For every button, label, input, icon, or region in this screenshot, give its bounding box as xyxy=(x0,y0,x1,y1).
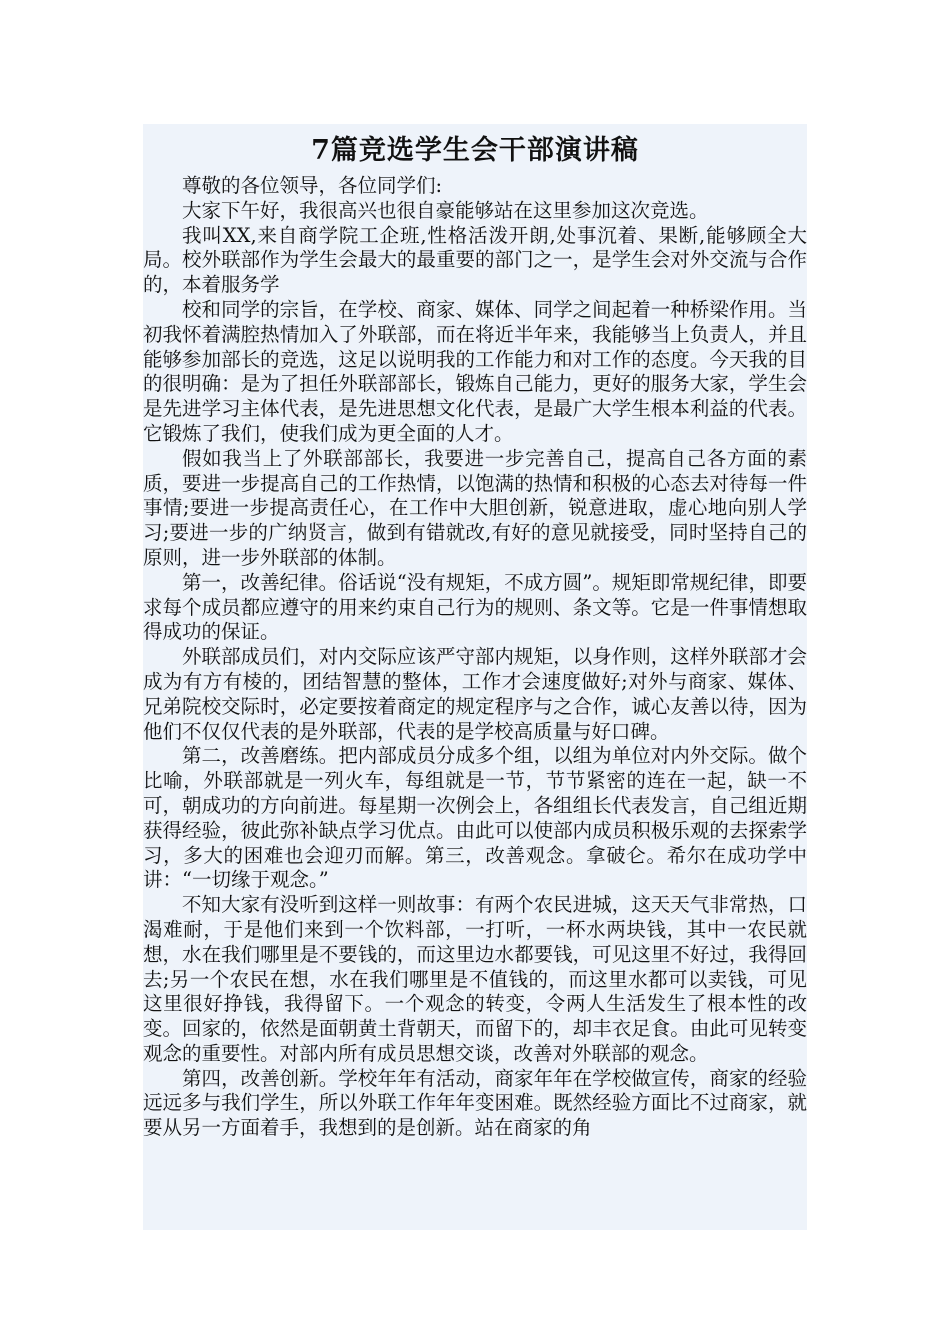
paragraph-members: 外联部成员们，对内交际应该严守部内规矩，以身作则，这样外联部才会成为有方有棱的，团结智慧的整体，工作才会速度做好;对外与商家、媒体、兄弟院校交际时，必定要按着商定的规定程序与之合作，诚心友善以待，因为他们不仅仅代表的是外联部，代表的是学校高质量与好口碑。 xyxy=(143,645,807,743)
document-title: 7篇竞选学生会干部演讲稿 xyxy=(311,135,639,166)
paragraph-opening: 大家下午好，我很高兴也很自豪能够站在这里参加这次竞选。 xyxy=(182,198,709,222)
paragraph-purpose: 校和同学的宗旨，在学校、商家、媒体、同学之间起着一种桥梁作用。当初我怀着满腔热情加入了外联部，而在将近半年来，我能够当上负责人，并且能够参加部长的竞选，这足以说明我的工作能力和对工作的态度。今天我的目的很明确：是为了担任外联部部长，锻炼自己能力，更好的服务大家，学生会是先进学习主体代表，是先进思想文化代表，是最广大学生根本利益的代表。它锻炼了我们，使我们成为更全面的人才。 xyxy=(143,297,807,445)
paragraph-introduction: 我叫XX,来自商学院工企班,性格活泼开朗,处事沉着、果断,能够顾全大局。校外联部作为学生会最大的最重要的部门之一，是学生会对外交流与合作的，本着服务学 xyxy=(143,223,807,297)
paragraph-point-two: 第二，改善磨练。把内部成员分成多个组，以组为单位对内外交际。做个比喻，外联部就是一列火车，每组就是一节，节节紧密的连在一起，缺一不可，朝成功的方向前进。每星期一次例会上，各组组长代表发言，自己组近期获得经验，彼此弥补缺点学习优点。由此可以使部内成员积极乐观的去探索学习，多大的困难也会迎刃而解。第三，改善观念。拿破仑。希尔在成功学中讲：“一切缘于观念。” xyxy=(143,744,807,892)
paragraph-greeting: 尊敬的各位领导，各位同学们: xyxy=(182,174,443,197)
paragraph-plan: 假如我当上了外联部部长，我要进一步完善自己，提高自己各方面的素质，要进一步提高自己的工作热情，以饱满的热情和积极的心态去对待每一件事情;要进一步提高责任心，在工作中大胆创新，锐意进取，虚心地向别人学习;要进一步的广纳贤言，做到有错就改,有好的意见就接受，同时坚持自己的原则，进一步外联部的体制。 xyxy=(143,446,807,569)
document-content xyxy=(143,124,807,1230)
paragraph-point-one: 第一，改善纪律。俗话说“没有规矩，不成方圆”。规矩即常规纪律，即要求每个成员都应遵守的用来约束自己行为的规则、条文等。它是一件事情想取得成功的保证。 xyxy=(143,570,807,644)
paragraph-point-four: 第四，改善创新。学校年年有活动，商家年年在学校做宣传，商家的经验远远多与我们学生，所以外联工作年年变困难。既然经验方面比不过商家，就要从另一方面着手，我想到的是创新。站在商家的角 xyxy=(143,1066,807,1140)
paragraph-story: 不知大家有没听到这样一则故事：有两个农民进城，这天天气非常热，口渴难耐，于是他们来到一个饮料部，一打听，一杯水两块钱，其中一农民就想，水在我们哪里是不要钱的，而这里边水都要钱，可见这里不好过，我得回去;另一个农民在想，水在我们哪里是不值钱的，而这里水都可以卖钱，可见这里很好挣钱，我得留下。一个观念的转变，令两人生活发生了根本性的改变。回家的，依然是面朝黄土背朝天，而留下的，却丰衣足食。由此可见转变观念的重要性。对部内所有成员思想交谈，改善对外联部的观念。 xyxy=(143,893,807,1065)
